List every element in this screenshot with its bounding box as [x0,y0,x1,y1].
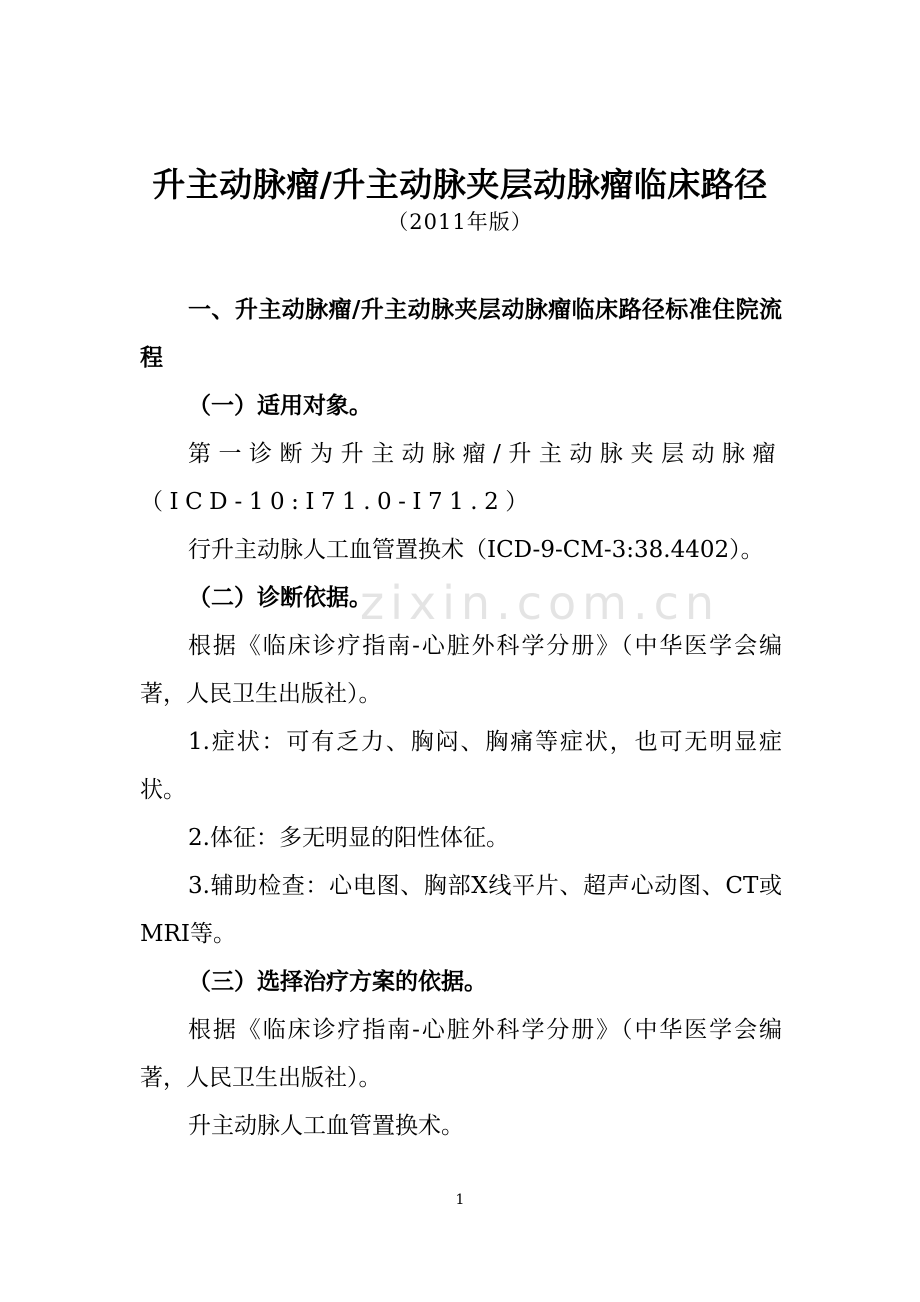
paragraph-procedure: 行升主动脉人工血管置换术（ICD-9-CM-3:38.4402）。 [188,537,764,563]
paragraph-diagnosis-scope: 第一诊断为升主动脉瘤/升主动脉夹层动脉瘤（ICD-10:I71.0-I71.2） [140,441,782,515]
watermark: zixin.com.cn [360,576,721,630]
paragraph-symptoms: 1.症状：可有乏力、胸闷、胸痛等症状，也可无明显症状。 [140,729,782,803]
paragraph-treatment-reference: 根据《临床诊疗指南-心脏外科学分册》（中华医学会编著，人民卫生出版社）。 [140,1017,782,1091]
document-title: 升主动脉瘤/升主动脉夹层动脉瘤临床路径 [152,165,768,204]
paragraph-diagnosis-reference: 根据《临床诊疗指南-心脏外科学分册》（中华医学会编著，人民卫生出版社）。 [140,633,782,707]
section-heading-1: 一、升主动脉瘤/升主动脉夹层动脉瘤临床路径标准住院流程 [140,297,782,371]
subsection-heading-treatment-basis: （三）选择治疗方案的依据。 [188,969,487,995]
subsection-heading-scope: （一）适用对象。 [188,393,372,419]
document-edition: （2011年版） [387,210,533,234]
page-number: 1 [455,1192,465,1208]
paragraph-auxiliary-exams: 3.辅助检查：心电图、胸部X线平片、超声心动图、CT或MRI等。 [140,873,782,947]
paragraph-surgery: 升主动脉人工血管置换术。 [188,1113,464,1139]
subsection-heading-diagnosis-basis: （二）诊断依据。 [188,585,372,611]
paragraph-signs: 2.体征：多无明显的阳性体征。 [188,825,509,851]
